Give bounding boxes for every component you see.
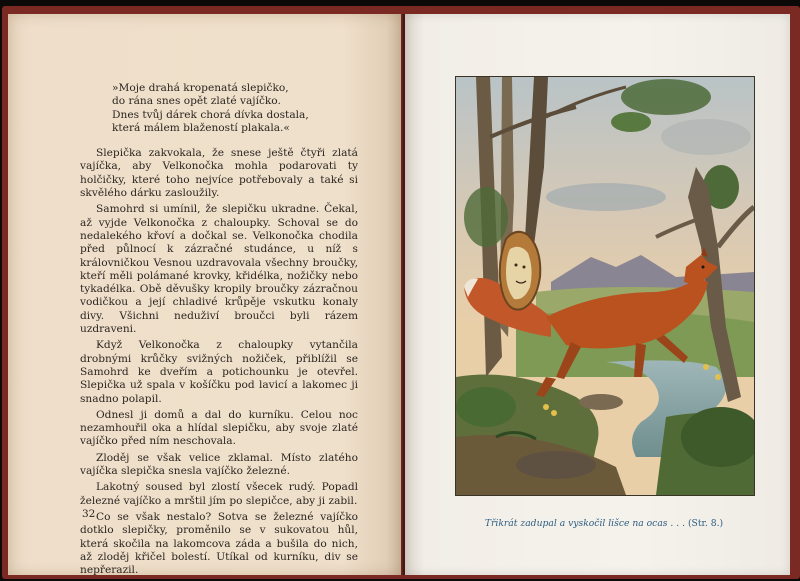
verse-line: do rána snes opět zlaté vajíčko. [112, 95, 281, 108]
verse-line: která málem blažeností plakala.« [112, 121, 290, 134]
paragraph: Slepička zakvokala, že snese ještě čtyři zlatá vajíčka, aby Velkonočka mohla podarovati ty holčičky, které toho nejvíce potřebovaly a také si skvělého dárku zasloužily. [80, 147, 358, 200]
paragraph: Když Velkonočka z chaloupky vytančila drobnými krůčky svižných nožiček, přiblížil se Samohrd ke dveřím a potichounku je otevřel. Slepička už spala v košíčku pod lavicí a lakomec ji snadno polapil. [80, 339, 358, 405]
caption-text: Třikrát zadupal a vyskočil lišce na ocas . . . [484, 518, 686, 529]
verse-line: Dnes tvůj dárek chorá dívka dostala, [112, 108, 309, 121]
paragraph: Co se však nestalo? Sotva se železné vajíčko dotklo slepičky, proměnilo se v sukovatou hůl, která skočila na lakomcova záda a bušila do nich, až zloděj křičel bolestí. Utíkal od kurníku, div se nepřerazil. [80, 510, 358, 577]
left-page-text [80, 82, 358, 580]
verse [112, 82, 358, 135]
paragraph: Lakotný soused byl zlostí všecek rudý. Popadl železné vajíčko a mrštil jím po slepičce, aby ji zabil. [80, 481, 358, 507]
illustration-caption [455, 518, 753, 529]
paragraph: Odnesl ji domů a dal do kurníku. Celou noc nezamhouřil oka a hlídal slepičku, aby svoje zlaté vajíčko před ním neschovala. [80, 408, 358, 448]
fox-and-walking-stick-illustration [455, 76, 755, 496]
paragraph: Samohrd si umínil, že slepičku ukradne. Čekal, až vyjde Velkonočka z chaloupky. Schoval se do nedalekého křoví a dočkal se. Velkonočka chodila před půlnocí k zázračné studánce, u níž s královničkou Vesnou uzdravovala všechny broučky, kteří měli polámané krovky, křidélka, nožičky nebo tykadélka. Obě děvušky kropily broučky zázračnou vodičkou a její chladivé krůpěje vskutku konaly divy. Všichni neduživí broučci byli rázem uzdraveni. [80, 203, 358, 336]
caption-page-reference: (Str. 8.) [687, 518, 724, 529]
page-number: 32 [82, 508, 96, 520]
paragraph: Zloděj se však velice zklamal. Místo zlatého vajíčka slepička snesla vajíčko železné. [80, 451, 358, 478]
verse-line: »Moje drahá kropenatá slepičko, [112, 82, 289, 94]
